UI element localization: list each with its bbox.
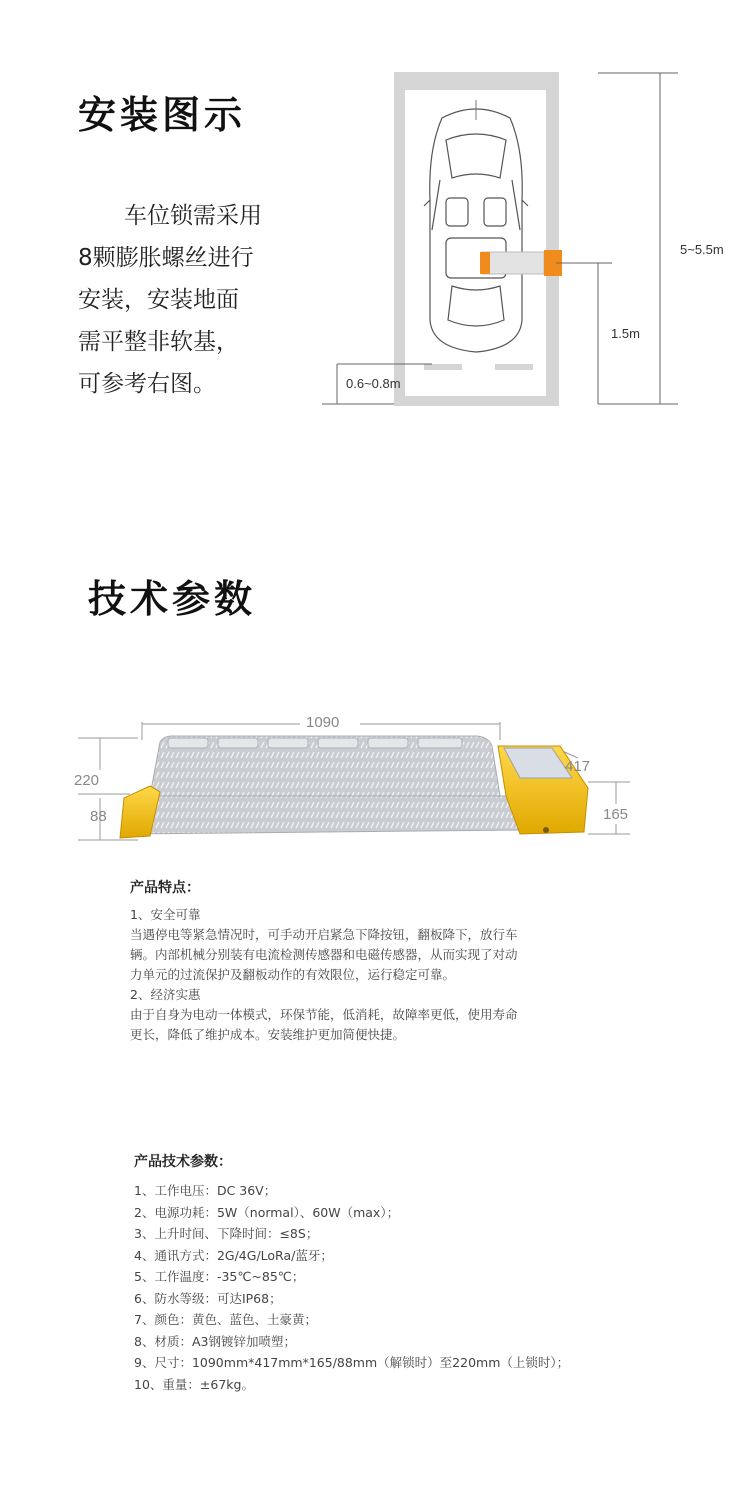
feature-line: 由于自身为电动一体模式，环保节能，低消耗，故障率更低，使用寿命 bbox=[130, 1007, 518, 1022]
dim-height-lowered: 88 bbox=[90, 808, 107, 825]
install-desc-line: 需平整非软基， bbox=[78, 329, 239, 355]
feature-line: 2、经济实惠 bbox=[130, 987, 201, 1002]
dim-box-height: 165 bbox=[603, 806, 629, 823]
feature-line: 力单元的过流保护及翻板动作的有效限位，运行稳定可靠。 bbox=[130, 967, 456, 982]
tech-section-title: 技术参数 bbox=[88, 577, 257, 621]
install-desc-line: 安装，安装地面 bbox=[78, 287, 239, 313]
features-text bbox=[130, 905, 600, 1045]
install-desc-line: 可参考右图。 bbox=[78, 371, 216, 397]
spec-item: 2、电源功耗：5W（normal）、60W（max）； bbox=[134, 1204, 400, 1220]
feature-line: 1、安全可靠 bbox=[130, 907, 201, 922]
feature-line: 更长，降低了维护成本。安装维护更加简便快捷。 bbox=[130, 1027, 406, 1042]
spec-item: 8、材质：A3钢镀锌加喷塑； bbox=[134, 1333, 296, 1349]
spec-item: 3、上升时间、下降时间：≤8S； bbox=[134, 1226, 319, 1241]
feature-line: 当遇停电等紧急情况时，可手动开启紧急下降按钮，翻板降下，放行车 bbox=[130, 927, 518, 942]
floor-marking bbox=[424, 364, 462, 370]
feature-line: 辆。内部机械分别装有电流检测传感器和电磁传感器，从而实现了对动 bbox=[130, 947, 518, 962]
spec-item: 5、工作温度：-35℃~85℃； bbox=[134, 1269, 305, 1284]
spec-item: 1、工作电压：DC 36V； bbox=[134, 1183, 277, 1198]
parking-bay-inner bbox=[405, 90, 546, 396]
dim-total-length: 5~5.5m bbox=[680, 242, 724, 257]
install-section-title: 安装图示 bbox=[78, 93, 247, 137]
specs-heading: 产品技术参数： bbox=[134, 1154, 232, 1170]
parking-lock-end bbox=[480, 252, 490, 274]
install-desc-line: 8颗膨胀螺丝进行 bbox=[78, 245, 254, 271]
spec-item: 7、颜色：黄色、蓝色、土豪黄； bbox=[134, 1312, 317, 1327]
installation-diagram bbox=[0, 0, 750, 420]
floor-marking bbox=[495, 364, 533, 370]
dim-rear-distance: 1.5m bbox=[611, 326, 640, 341]
dim-height-raised: 220 bbox=[74, 772, 100, 789]
base-plate bbox=[128, 796, 520, 834]
dim-length: 1090 bbox=[306, 714, 340, 731]
dim-side-distance: 0.6~0.8m bbox=[346, 376, 401, 391]
spec-item: 9、尺寸：1090mm*417mm*165/88mm（解锁时）至220mm（上锁时）； bbox=[134, 1355, 570, 1370]
parking-lock-body bbox=[482, 252, 544, 274]
parking-lock-device-image bbox=[0, 700, 750, 860]
install-desc-line: 车位锁需采用 bbox=[124, 203, 262, 229]
dim-width: 417 bbox=[565, 758, 591, 775]
specs-list bbox=[134, 1180, 569, 1395]
keyhole bbox=[543, 827, 549, 833]
spec-item: 4、通讯方式：2G/4G/LoRa/蓝牙； bbox=[134, 1247, 333, 1263]
spec-item: 10、重量：±67kg。 bbox=[134, 1376, 254, 1392]
spec-item: 6、防水等级：可达IP68； bbox=[134, 1290, 282, 1306]
features-heading: 产品特点： bbox=[130, 880, 200, 896]
